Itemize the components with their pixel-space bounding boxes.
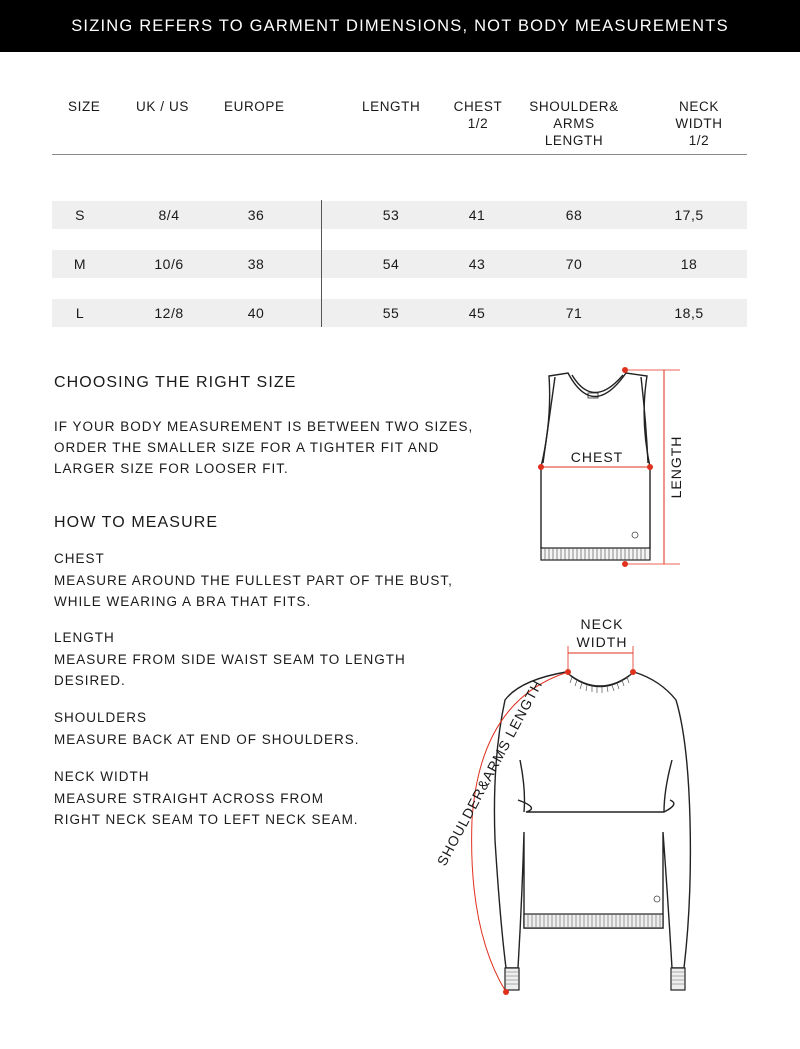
cell-uk-us: 12/8 — [154, 305, 184, 321]
cell-size: L — [75, 305, 85, 321]
sweater-cuff-left — [505, 968, 519, 990]
cell-chest: 43 — [468, 256, 486, 272]
shoulders-line: MEASURE BACK AT END OF SHOULDERS. — [54, 732, 360, 747]
logo-icon — [632, 532, 638, 538]
cell-uk-us: 8/4 — [158, 207, 180, 223]
cell-neck: 18,5 — [674, 305, 704, 321]
shoulders-text — [54, 729, 484, 750]
cell-uk-us: 10/6 — [154, 256, 184, 272]
header-size: SIZE — [68, 99, 101, 114]
neck-width-line: RIGHT NECK SEAM TO LEFT NECK SEAM. — [54, 812, 359, 827]
tank-top-illustration — [520, 360, 700, 572]
cell-shoulder: 68 — [565, 207, 583, 223]
header-chest-line: 1/2 — [467, 116, 489, 131]
sweater-shoulder-label: SHOULDER&ARMS LENGTH — [433, 676, 546, 869]
column-separator — [321, 200, 322, 327]
length-marker-dot — [622, 367, 628, 373]
cell-size: S — [75, 207, 85, 223]
length-line: MEASURE FROM SIDE WAIST SEAM TO LENGTH — [54, 652, 406, 667]
table-row — [52, 250, 747, 278]
cell-size: M — [73, 256, 87, 272]
header-length: LENGTH — [362, 99, 421, 114]
neck-marker-dot — [630, 669, 636, 675]
header-divider — [52, 154, 747, 155]
cell-length: 53 — [382, 207, 400, 223]
neck-width-line: MEASURE STRAIGHT ACROSS FROM — [54, 791, 325, 806]
cell-europe: 36 — [247, 207, 265, 223]
chest-text — [54, 570, 484, 612]
length-line: DESIRED. — [54, 673, 126, 688]
cell-chest: 45 — [468, 305, 486, 321]
logo-icon — [654, 896, 660, 902]
tank-length-label: LENGTH — [668, 435, 684, 499]
chest-title: CHEST — [54, 551, 105, 566]
table-row — [52, 299, 747, 327]
header-chest-line: CHEST — [453, 99, 503, 114]
choosing-text — [54, 416, 484, 479]
length-text — [54, 649, 484, 691]
choosing-title: CHOOSING THE RIGHT SIZE — [54, 374, 297, 391]
choosing-line: IF YOUR BODY MEASUREMENT IS BETWEEN TWO SIZES, — [54, 419, 474, 434]
page-banner: SIZING REFERS TO GARMENT DIMENSIONS, NOT BODY MEASUREMENTS — [0, 0, 800, 52]
tank-hem-rib — [541, 548, 650, 560]
sweater-hem-rib — [524, 914, 663, 928]
choosing-line: LARGER SIZE FOR LOOSER FIT. — [54, 461, 289, 476]
cell-neck: 18 — [680, 256, 698, 272]
shoulders-title: SHOULDERS — [54, 710, 148, 725]
chest-marker-dot — [647, 464, 653, 470]
header-shoulder-arms-length — [524, 98, 624, 149]
cell-length: 55 — [382, 305, 400, 321]
header-shoulder-line: LENGTH — [544, 133, 604, 148]
cell-neck: 17,5 — [674, 207, 704, 223]
shoulder-marker-dot — [503, 989, 509, 995]
chest-line: MEASURE AROUND THE FULLEST PART OF THE BUST, — [54, 573, 453, 588]
header-europe: EUROPE — [224, 99, 285, 114]
choosing-line: ORDER THE SMALLER SIZE FOR A TIGHTER FIT AND — [54, 440, 440, 455]
cell-europe: 38 — [247, 256, 265, 272]
sweater-cuff-right — [671, 968, 685, 990]
sweater-illustration — [430, 610, 750, 1040]
sweater-neck-rib — [570, 677, 629, 693]
header-shoulder-line: ARMS — [553, 116, 595, 131]
sweater-neck-label: NECK — [580, 616, 624, 632]
neck-width-title: NECK WIDTH — [54, 769, 150, 784]
length-marker-dot — [622, 561, 628, 567]
sweater-neck-label: WIDTH — [576, 634, 628, 650]
header-neck-line: 1/2 — [688, 133, 710, 148]
chest-line: WHILE WEARING A BRA THAT FITS. — [54, 594, 312, 609]
tank-chest-label: CHEST — [570, 449, 624, 465]
how-to-measure-title: HOW TO MEASURE — [54, 514, 219, 531]
neck-width-text — [54, 788, 484, 830]
cell-europe: 40 — [247, 305, 265, 321]
header-shoulder-line: SHOULDER& — [529, 99, 619, 114]
header-neck-width — [664, 98, 734, 149]
header-chest — [445, 98, 511, 132]
length-title: LENGTH — [54, 630, 115, 645]
cell-shoulder: 71 — [565, 305, 583, 321]
cell-length: 54 — [382, 256, 400, 272]
header-uk-us: UK / US — [136, 99, 189, 114]
header-neck-line: WIDTH — [675, 116, 723, 131]
header-neck-line: NECK — [679, 99, 719, 114]
chest-marker-dot — [538, 464, 544, 470]
cell-chest: 41 — [468, 207, 486, 223]
table-row — [52, 201, 747, 229]
cell-shoulder: 70 — [565, 256, 583, 272]
